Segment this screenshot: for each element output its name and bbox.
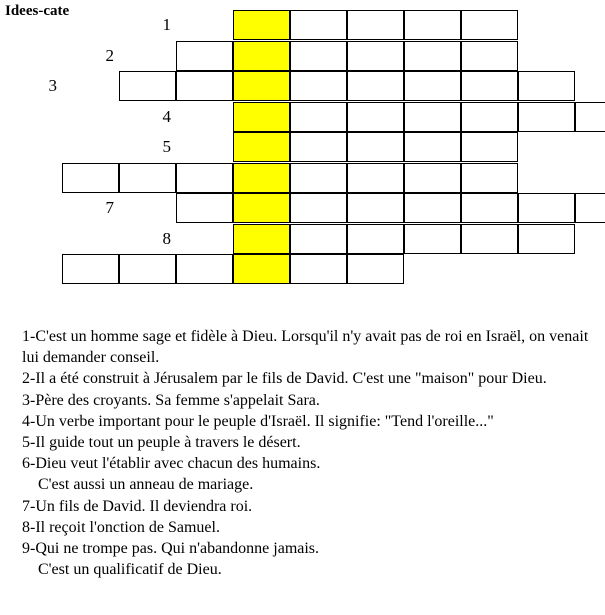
grid-cell[interactable] — [461, 10, 518, 40]
row-number: 7 — [105, 198, 114, 217]
clue-text: 8-Il reçoit l'onction de Samuel. — [22, 518, 220, 536]
grid-cell[interactable] — [518, 193, 575, 223]
grid-cell[interactable] — [290, 132, 347, 162]
clue-2 — [22, 368, 597, 389]
grid-cell[interactable] — [347, 41, 404, 71]
clue-text: 7-Un fils de David. Il deviendra roi. — [22, 497, 253, 515]
grid-cell[interactable] — [347, 102, 404, 132]
highlighted-cell[interactable] — [233, 41, 290, 71]
grid-cell[interactable] — [461, 102, 518, 132]
grid-cell[interactable] — [176, 254, 233, 284]
grid-cell[interactable] — [119, 254, 176, 284]
grid-cell[interactable] — [290, 163, 347, 193]
grid-cell[interactable] — [461, 193, 518, 223]
grid-cell[interactable] — [404, 10, 461, 40]
grid-cell[interactable] — [290, 224, 347, 254]
grid-cell[interactable] — [347, 71, 404, 101]
clue-text: 9-Qui ne trompe pas. Qui n'abandonne jamais. — [22, 540, 320, 558]
clue-text: 4-Un verbe important pour le peuple d'Israël. Il signifie: "Tend l'oreille..." — [22, 412, 494, 430]
clue-text: 2-Il a été construit à Jérusalem par le fils de David. C'est une "maison" pour Dieu. — [22, 370, 547, 388]
grid-cell[interactable] — [176, 163, 233, 193]
grid-cell[interactable] — [290, 10, 347, 40]
grid-cell[interactable] — [347, 163, 404, 193]
row-number: 4 — [162, 107, 171, 126]
grid-cell[interactable] — [176, 193, 233, 223]
highlighted-cell[interactable] — [233, 10, 290, 40]
grid-cell[interactable] — [347, 254, 404, 284]
highlighted-cell[interactable] — [233, 71, 290, 101]
clue-5 — [22, 432, 597, 453]
row-number: 2 — [105, 46, 114, 65]
row-number: 1 — [162, 15, 171, 34]
clue-7 — [22, 496, 597, 517]
grid-cell[interactable] — [518, 224, 575, 254]
grid-cell[interactable] — [347, 224, 404, 254]
clue-text-continued: C'est un qualificatif de Dieu. — [38, 561, 222, 579]
grid-cell[interactable] — [62, 163, 119, 193]
grid-cell[interactable] — [575, 102, 605, 132]
grid-cell[interactable] — [404, 224, 461, 254]
grid-cell[interactable] — [290, 102, 347, 132]
grid-cell[interactable] — [290, 41, 347, 71]
clue-8 — [22, 517, 597, 538]
grid-cell[interactable] — [461, 132, 518, 162]
grid-cell[interactable] — [461, 163, 518, 193]
grid-cell[interactable] — [290, 193, 347, 223]
highlighted-cell[interactable] — [233, 163, 290, 193]
grid-cell[interactable] — [119, 163, 176, 193]
grid-cell[interactable] — [518, 102, 575, 132]
grid-cell[interactable] — [347, 132, 404, 162]
grid-cell[interactable] — [290, 71, 347, 101]
grid-cell[interactable] — [461, 71, 518, 101]
clue-list — [22, 326, 597, 580]
crossword-grid — [0, 0, 605, 300]
highlighted-cell[interactable] — [233, 254, 290, 284]
page-title: Idees-cate — [5, 3, 70, 19]
highlighted-cell[interactable] — [233, 193, 290, 223]
clue-9 — [22, 538, 597, 580]
grid-cell[interactable] — [461, 41, 518, 71]
grid-cell[interactable] — [404, 41, 461, 71]
clue-4 — [22, 411, 597, 432]
grid-cell[interactable] — [404, 132, 461, 162]
grid-cell[interactable] — [404, 71, 461, 101]
grid-cell[interactable] — [347, 10, 404, 40]
grid-cell[interactable] — [404, 163, 461, 193]
highlighted-cell[interactable] — [233, 132, 290, 162]
row-number: 8 — [162, 229, 171, 248]
grid-cell[interactable] — [176, 41, 233, 71]
clue-text: 6-Dieu veut l'établir avec chacun des humains. — [22, 455, 321, 473]
clue-1 — [22, 326, 597, 368]
row-number: 5 — [162, 137, 171, 156]
grid-cell[interactable] — [62, 254, 119, 284]
highlighted-cell[interactable] — [233, 224, 290, 254]
grid-cell[interactable] — [518, 71, 575, 101]
clue-text: 3-Père des croyants. Sa femme s'appelait Sara. — [22, 391, 320, 409]
row-number: 3 — [48, 76, 57, 95]
grid-cell[interactable] — [404, 193, 461, 223]
grid-cell[interactable] — [347, 193, 404, 223]
clue-text: 5-Il guide tout un peuple à travers le désert. — [22, 434, 301, 452]
grid-cell[interactable] — [404, 102, 461, 132]
grid-cell[interactable] — [461, 224, 518, 254]
clue-text-continued: C'est aussi un anneau de mariage. — [38, 476, 254, 494]
clue-6 — [22, 453, 597, 495]
grid-cell[interactable] — [176, 71, 233, 101]
grid-cell[interactable] — [575, 193, 605, 223]
grid-cell[interactable] — [119, 71, 176, 101]
grid-cell[interactable] — [290, 254, 347, 284]
clue-3 — [22, 390, 597, 411]
highlighted-cell[interactable] — [233, 102, 290, 132]
clue-text: 1-C'est un homme sage et fidèle à Dieu. Lorsqu'il n'y avait pas de roi en Israël, on venait lui demander conseil. — [22, 328, 589, 367]
